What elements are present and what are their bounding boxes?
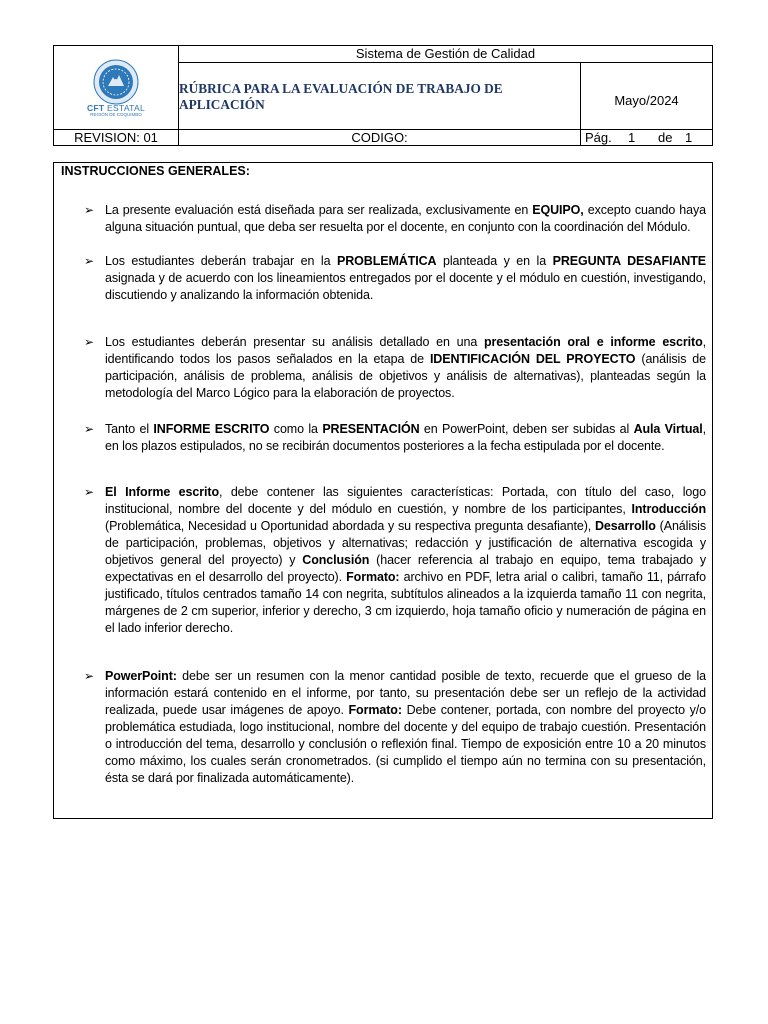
revision-row [54, 129, 712, 146]
text-run: excepto cuando haya alguna situación puntual, que deba ser resuelta por el docente, en conjunto con la coordinación del Módulo. [105, 203, 706, 234]
bold-text: PRESENTACIÓN [322, 422, 420, 436]
text-run: Debe contener, portada, con nombre del proyecto y/o problemática estudiada, logo institucional, nombre del docente y del equipo de trabajo cuestión. Presentación o introducción del tema, desarrollo y conclusión o reflexión final. Tiempo de exposición entre 10 a 20 minutos como máximo, los cuales serán cronometrados. (si cumplido el tiempo aún no termina con su presentación, ésta se dará por finalizada automáticamente). [105, 703, 706, 785]
bold-text: PREGUNTA DESAFIANTE [552, 254, 706, 268]
logo-wordmark: CFT ESTATAL [86, 102, 146, 113]
bullet-text [105, 334, 706, 402]
text-run: Los estudiantes deberán presentar su análisis detallado en una [105, 335, 484, 349]
arrowhead-bullet-icon: ➢ [84, 485, 95, 499]
arrowhead-bullet-icon: ➢ [84, 335, 95, 349]
bold-text: Conclusión [302, 553, 370, 567]
page-of: de [658, 130, 673, 145]
arrowhead-bullet-icon: ➢ [84, 669, 95, 683]
bold-text: Desarrollo [594, 519, 656, 533]
page-total: 1 [685, 130, 693, 145]
document-title: RÚBRICA PARA LA EVALUACIÓN DE TRABAJO DE APLICACIÓN [179, 63, 581, 130]
bullet-text [105, 202, 706, 236]
document-date: Mayo/2024 [614, 93, 679, 108]
institution-logo-icon [93, 59, 139, 105]
page-label: Pág. [585, 130, 612, 145]
document-header [53, 45, 713, 146]
text-run: , debe contener las siguientes características: Portada, con título del caso, logo institucional, nombre del docente y del módulo en cuestión, y nombre de los participantes, [105, 485, 706, 516]
text-run: como la [269, 422, 323, 436]
text-run: (hacer referencia al trabajo en equipo, tema trabajado y expectativas en el desarrollo del proyecto). [105, 553, 706, 584]
logo-cell [54, 46, 179, 130]
page-number [585, 130, 712, 146]
text-run: debe ser un resumen con la menor cantidad posible de texto, recuerde que el grueso de la información estará contenido en el informe, por tanto, su presentación debe ser un reflejo de la actividad realizada, puede usar imágenes de apoyo. [105, 669, 706, 717]
text-run: archivo en PDF, letra arial o calibri, tamaño 11, párrafo justificado, títulos centrados tamaño 14 con negrita, subtítulos alineados a la izquierda tamaño 11 con negrita, márgenes de 2 cm superior, inferior y derecho, 3 cm izquierdo, hoja tamaño oficio y numeración de página en el lado inferior derecho. [105, 570, 706, 635]
text-run: , en los plazos estipulados, no se recibirán documentos posteriores a la fecha estipulada por el docente. [105, 422, 706, 453]
bold-text: Aula Virtual [633, 422, 703, 436]
arrowhead-bullet-icon: ➢ [84, 254, 95, 268]
arrowhead-bullet-icon: ➢ [84, 203, 95, 217]
logo-region: REGIÓN DE COQUIMBO [90, 112, 142, 117]
bullet-text [105, 668, 706, 787]
code-label: CODIGO: [179, 130, 581, 146]
text-run: en PowerPoint, deben ser subidas al [419, 422, 634, 436]
bold-text: Formato: [348, 703, 402, 717]
bold-text: EQUIPO, [532, 203, 584, 217]
page-current: 1 [628, 130, 636, 145]
bold-text: Introducción [631, 502, 706, 516]
text-run: planteada y en la [436, 254, 553, 268]
system-title: Sistema de Gestión de Calidad [179, 46, 712, 63]
text-run: (Problemática, Necesidad u Oportunidad abordada y su respectiva pregunta desafiante), [105, 519, 595, 533]
instructions-heading: INSTRUCCIONES GENERALES: [61, 164, 250, 178]
text-run: asignada y de acuerdo con los lineamientos entregados por el docente y el módulo en cuestión, investigando, discutiendo y analizando la información obtenida. [105, 271, 706, 302]
text-run: (Análisis de participación, problemas, objetivos y alternativas; redacción y justificación de alternativa escogida y objetivos general del proyecto) y [105, 519, 706, 567]
text-run: , identificando todos los pasos señalados en la etapa de [105, 335, 706, 366]
bold-text: El Informe escrito [105, 485, 219, 499]
bold-text: PowerPoint: [105, 669, 177, 683]
general-instructions-box [53, 162, 713, 819]
text-run: Tanto el [105, 422, 154, 436]
text-run: Los estudiantes deberán trabajar en la [105, 254, 337, 268]
text-run: La presente evaluación está diseñada para ser realizada, exclusivamente en [105, 203, 533, 217]
revision-label: REVISION: 01 [54, 130, 179, 146]
bold-text: PROBLEMÁTICA [336, 254, 437, 268]
text-run: (análisis de participación, análisis de problema, análisis de objetivos y análisis de alternativas), planteadas según la metodología del Marco Lógico para la elaboración de proyectos. [105, 352, 707, 400]
bullet-text [105, 421, 706, 455]
bold-text: Formato: [346, 570, 400, 584]
bullet-text [105, 253, 706, 304]
bold-text: presentación oral e informe escrito [484, 335, 703, 349]
bold-text: IDENTIFICACIÓN DEL PROYECTO [429, 352, 636, 366]
bold-text: INFORME ESCRITO [153, 422, 270, 436]
arrowhead-bullet-icon: ➢ [84, 422, 95, 436]
bullet-text [105, 484, 706, 637]
